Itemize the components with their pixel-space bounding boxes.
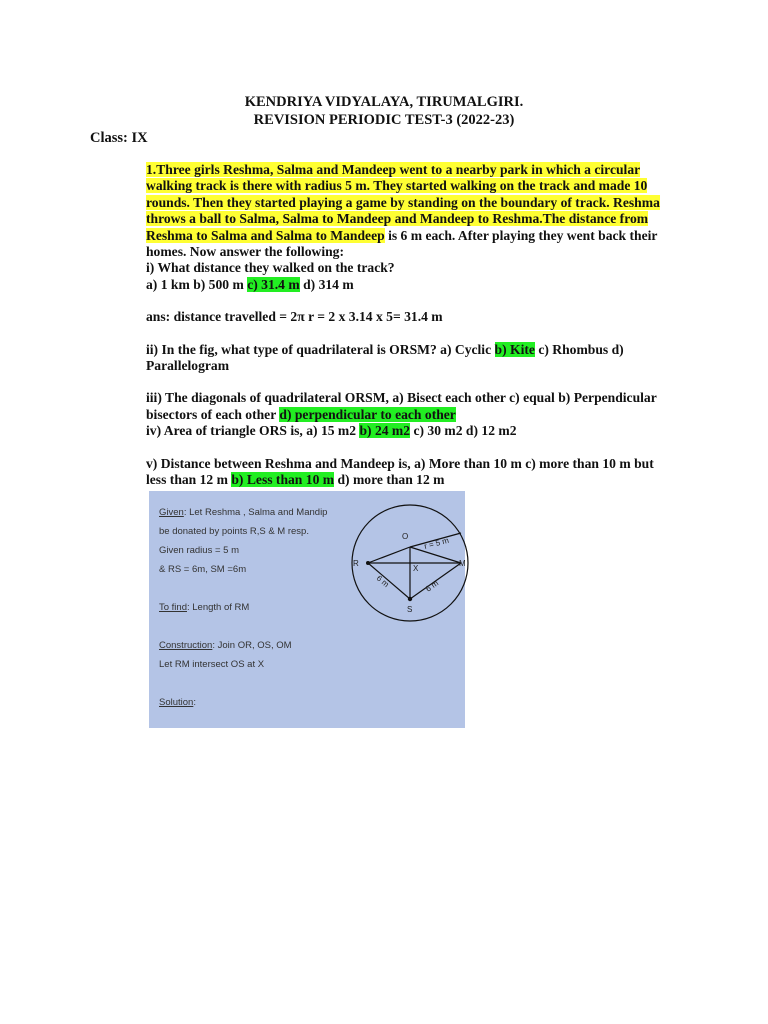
label-sm-length: 6 m (423, 578, 441, 594)
given-line-4: & RS = 6m, SM =6m (159, 564, 247, 575)
q3-text: iii) The diagonals of quadrilateral ORSM, a) Bisect each other c) equal b) Perpendicular bisectors of each other (146, 390, 657, 422)
label-rs-length: 6 m (374, 573, 391, 590)
question-intro (146, 162, 676, 260)
intro-rest-text: is 6 m each. After playing they went back their homes. Now answer the following: (146, 227, 658, 260)
construction-heading: Construction (159, 640, 213, 651)
q5-options-rest: d) more than 12 m (334, 472, 445, 488)
q4-text: iv) Area of triangle ORS is, a) 15 m2 (146, 423, 360, 439)
class-label: Class: IX (90, 130, 148, 146)
given-text: : Let Reshma , Salma and Mandip (183, 507, 328, 518)
q5 (146, 456, 676, 489)
solution-heading: Solution (159, 697, 194, 708)
segment-or (368, 547, 410, 563)
point-r (366, 561, 370, 565)
q4-answer: b) 24 m2 (359, 423, 411, 439)
tofind-heading: To find (159, 602, 187, 613)
intro-highlighted-text: 1.Three girls Reshma, Salma and Mandeep went to a nearby park in which a circular walking track is there with radius 5 m. They started walking on the track and made 10 rounds. Then they started playing a game by standing on the boundary of track. Reshma throws a ball to Salma, Salma to Mandeep and Mandeep to Reshma.The distance from Reshma to Salma and Salma to Mandeep (146, 162, 660, 243)
q3-answer: d) perpendicular to each other (279, 406, 456, 422)
q5-text: v) Distance between Reshma and Mandeep is, a) More than 10 m c) more than 10 m but less than 12 m (146, 455, 654, 488)
label-m: M (459, 559, 466, 568)
test-title: REVISION PERIODIC TEST-3 (2022-23) (253, 112, 515, 128)
solution-text: : (193, 697, 196, 708)
construction-line-2: Let RM intersect OS at X (159, 659, 265, 670)
q5-answer: b) Less than 10 m (231, 472, 335, 488)
label-s: S (407, 605, 413, 614)
q2 (146, 342, 676, 375)
q1-answer: c) 31.4 m (247, 276, 300, 292)
q1-text: i) What distance they walked on the track? (146, 260, 395, 276)
q2-text: ii) In the fig, what type of quadrilateral is ORSM? a) Cyclic (146, 341, 495, 357)
school-name: KENDRIYA VIDYALAYA, TIRUMALGIRI. (244, 94, 524, 110)
label-r: R (353, 559, 359, 568)
q3 (146, 390, 676, 423)
q1-options-rest: d) 314 m (299, 276, 354, 292)
given-line-3: Given radius = 5 m (159, 545, 239, 556)
point-s (408, 597, 412, 601)
label-o: O (402, 532, 409, 541)
given-line-2: be donated by points R,S & M resp. (159, 526, 309, 537)
q1-options-ab: a) 1 km b) 500 m (146, 276, 248, 292)
q2-answer: b) Kite (494, 341, 535, 357)
label-x: X (413, 564, 419, 573)
construction-text: : Join OR, OS, OM (212, 640, 292, 651)
q1-options (146, 277, 676, 293)
q4 (146, 423, 676, 439)
question-block (146, 162, 676, 489)
tofind-text: : Length of RM (187, 602, 250, 613)
q4-options-rest: c) 30 m2 d) 12 m2 (410, 423, 517, 439)
segment-om (410, 547, 461, 563)
q1-answer-working: ans: distance travelled = 2π r = 2 x 3.14 x 5= 31.4 m (146, 309, 443, 325)
label-radius: r = 5 m (423, 535, 450, 551)
given-heading: Given (159, 507, 184, 518)
q2-options-rest: c) Rhombus d) Parallelogram (146, 341, 624, 374)
solution-figure (149, 491, 465, 728)
circle-diagram (149, 491, 465, 728)
